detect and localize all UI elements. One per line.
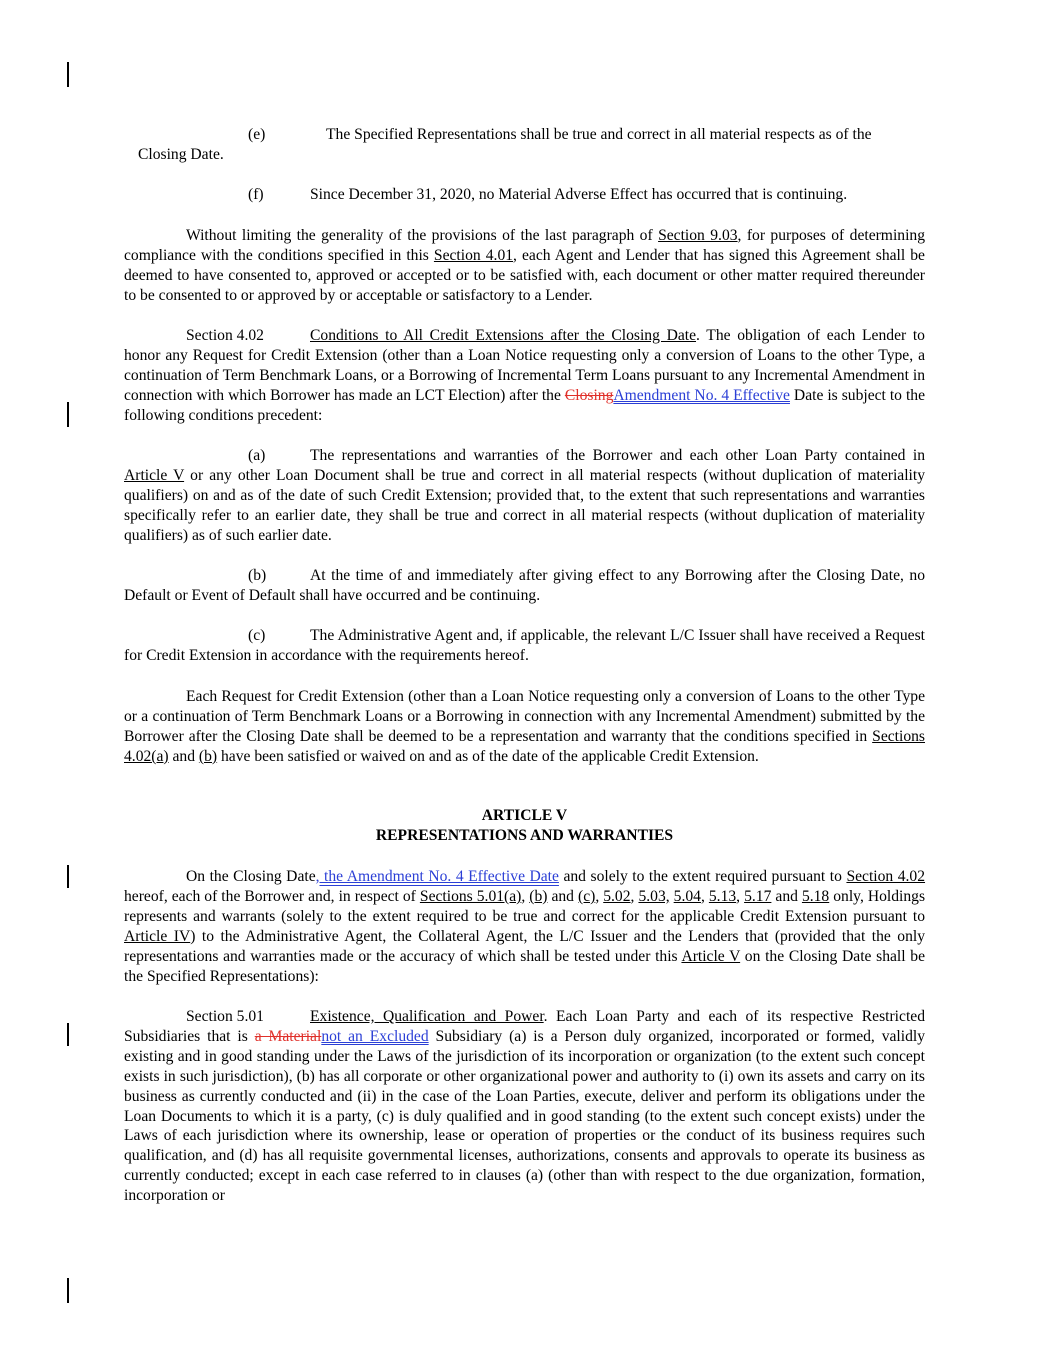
clause-b: (b) At the time of and immediately after giving effect to any Borrowing after the Closing Date, no Default or Event of Default shall have occurred and be continuing. (124, 567, 925, 604)
section-reference: 5.17 (744, 887, 772, 905)
paragraph: Each Request for Credit Extension (other than a Loan Notice requesting only a conversion of Loans to the other Type or a continuation of Term Benchmark Loans or a Borrowing in connection with any Incremental Amendment) submitted by the Borrower after the Closing Date shall be deemed to be a representation and warranty that the conditions specified in Sections 4.02(a) and (b) have been satisfied or waived on and as of the date of the applicable Credit Extension. (124, 688, 925, 765)
change-bar (67, 1023, 69, 1046)
change-bar (67, 402, 69, 427)
deleted-text: a Material (254, 1027, 322, 1045)
clause-c: (c) The Administrative Agent and, if applicable, the relevant L/C Issuer shall have received a Request for Credit Extension in accordance with the requirements hereof. (124, 627, 925, 664)
section-reference: Section 9.03 (658, 227, 738, 244)
article-reference: Article V (681, 947, 741, 965)
article-heading (124, 806, 925, 846)
section-reference: (c) (578, 887, 596, 905)
change-bar (67, 62, 69, 87)
section-5-01: Section 5.01 Existence, Qualification and Power. Each Loan Party and each of its respective Restricted Subsidiaries that is a Materialnot an Excluded Subsidiary (a) is a Person duly organized, incorporated or formed, validly existing and in good standing under the Laws of the jurisdiction of its incorporation or organization (to the extent such concept exists in such jurisdiction), (b) has all corporate or other organizational power and authority to (i) own its assets and carry on its business as currently conducted and (ii) in the case of the Loan Parties, execute, deliver and perform its obligations under the Loan Documents to which it is a party, (c) is duly qualified and in good standing (to the extent such concept exists) under the Laws of each jurisdiction where its ownership, lease or operation of properties or the conduct of its business requires such qualification, and (d) has all requisite governmental licenses, authorizations, consents and approvals to operate its business as currently conducted; except in each case referred to in clauses (a) (other than with respect to the due organization, formation, incorporation or (124, 1008, 926, 1205)
clause-text: The Specified Representations shall be true and correct in all material respects as of the (326, 126, 872, 143)
article-number: ARTICLE V (481, 807, 568, 824)
paragraph: Without limiting the generality of the provisions of the last paragraph of Section 9.03, for purposes of determining compliance with the conditions specified in this Section 4.01, each Agent and Lender that has signed this Agreement shall be deemed to have consented to, approved or accepted or to be satisfied with, each document or other matter required thereunder to be consented to or approved by or acceptable or satisfactory to a Lender. (124, 227, 925, 304)
clause-label: (f) (248, 186, 264, 203)
section-reference: Section 4.01 (433, 246, 514, 264)
section-reference: 5.02 (603, 887, 631, 905)
clause-a: (a) The representations and warranties of the Borrower and each other Loan Party contained in Article V or any other Loan Document shall be true and correct in all material respects (without duplication of materiality qualifiers) on and as of the date of such Credit Extension; provided that, to the extent that such representations and warranties specifically refer to an earlier date, they shall be true and correct in all material respects (without duplication of materiality qualifiers) as of such earlier date. (124, 447, 926, 544)
change-bar (67, 865, 69, 888)
section-reference: Sections 5.01(a) (419, 887, 522, 905)
section-title: Existence, Qualification and Power (310, 1008, 544, 1025)
clause-label: (e) (248, 126, 266, 143)
section-number: Section 5.01 (186, 1008, 264, 1025)
article-reference: Article IV (124, 927, 191, 945)
clause-text: Since December 31, 2020, no Material Adverse Effect has occurred that is continuing. (310, 186, 848, 203)
section-reference: Sections 4.02(a) (124, 727, 925, 765)
article-reference: Article V (124, 466, 185, 484)
section-reference: (b) (198, 747, 218, 765)
section-reference: 5.18 (801, 887, 830, 905)
section-reference: (b) (529, 887, 548, 905)
deleted-text: Closing (564, 386, 614, 404)
section-4-02: Section 4.02 Conditions to All Credit Extensions after the Closing Date. The obligation of each Lender to honor any Request for Credit Extension (other than a Loan Notice requesting only a conversion of Loans to the other Type, a continuation of Term Benchmark Loans, or a Borrowing of Incremental Term Loans pursuant to any Incremental Amendment in connection with which Borrower has made an LCT Election) after the ClosingAmendment No. 4 Effective Date is subject to the following conditions precedent: (124, 327, 925, 424)
section-title: Conditions to All Credit Extensions after the Closing Date (310, 327, 697, 344)
change-bar (67, 1278, 69, 1303)
section-number: Section 4.02 (186, 327, 264, 344)
section-reference: 5.03, (638, 887, 670, 905)
clause-label: (b) (248, 567, 267, 584)
section-reference: 5.13 (708, 887, 737, 905)
inserted-text: not an Excluded (321, 1027, 429, 1045)
clause-text-cont: Closing Date. (138, 146, 224, 163)
paragraph: On the Closing Date, the Amendment No. 4 Effective Date and solely to the extent required pursuant to Section 4.02 hereof, each of the Borrower and, in respect of Sections 5.01(a), (b) and (c), 5.02, 5.03, 5.04, 5.13, 5.17 and 5.18 only, Holdings represents and warrants (solely to the extent required to be true and correct for the applicable Credit Extension pursuant to Article IV) to the Administrative Agent, the Collateral Agent, the L/C Issuer and the Lenders that (provided that the only representations and warranties made or the accuracy of which shall be tested under this Article V on the Closing Date shall be the Specified Representations): (124, 868, 926, 985)
article-title: REPRESENTATIONS AND WARRANTIES (375, 826, 674, 844)
inserted-text: , the Amendment No. 4 Effective Date (315, 868, 559, 885)
clause-label: (c) (248, 627, 266, 644)
clause-label: (a) (248, 447, 266, 464)
section-reference: Section 4.02 (846, 868, 926, 885)
section-reference: 5.04 (673, 887, 701, 905)
inserted-text: Amendment No. 4 Effective (613, 386, 790, 404)
